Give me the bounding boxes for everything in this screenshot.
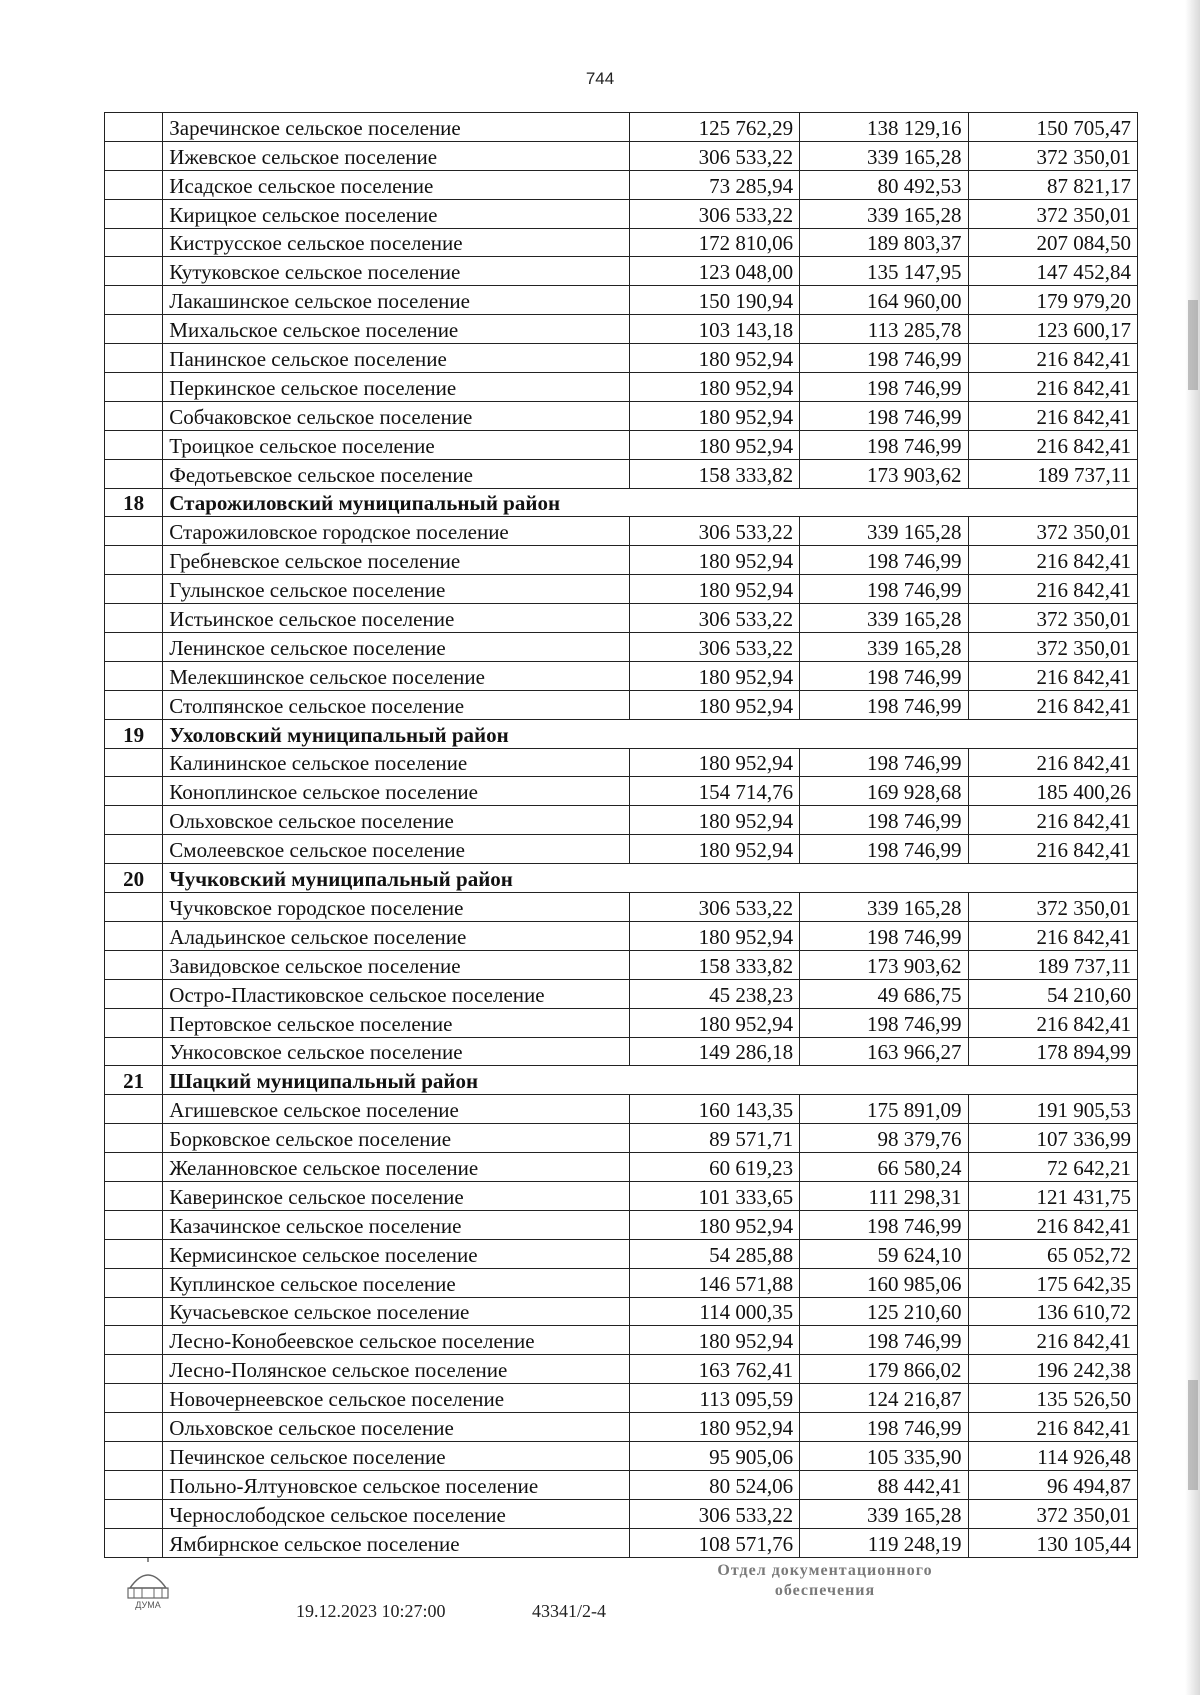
- value-2: 198 746,99: [800, 806, 968, 835]
- table-row: [105, 170, 1138, 199]
- row-number: 21: [105, 1066, 163, 1095]
- value-1: 89 571,71: [629, 1124, 800, 1153]
- value-1: 146 571,88: [629, 1268, 800, 1297]
- value-2: 198 746,99: [800, 1413, 968, 1442]
- value-1: 180 952,94: [629, 1326, 800, 1355]
- value-3: 96 494,87: [968, 1470, 1138, 1499]
- settlement-name: Аладьинское сельское поселение: [163, 921, 629, 950]
- value-2: 119 248,19: [800, 1528, 968, 1557]
- table-row: [105, 344, 1138, 373]
- value-3: 107 336,99: [968, 1124, 1138, 1153]
- value-2: 160 985,06: [800, 1268, 968, 1297]
- table-row: [105, 1355, 1138, 1384]
- value-1: 180 952,94: [629, 430, 800, 459]
- table-row: [105, 1008, 1138, 1037]
- value-1: 114 000,35: [629, 1297, 800, 1326]
- settlement-name: Желанновское сельское поселение: [163, 1153, 629, 1182]
- value-1: 172 810,06: [629, 228, 800, 257]
- settlement-name: Калининское сельское поселение: [163, 748, 629, 777]
- row-number: [105, 1153, 163, 1182]
- value-2: 339 165,28: [800, 633, 968, 662]
- value-1: 158 333,82: [629, 459, 800, 488]
- settlement-name: Лесно-Полянское сельское поселение: [163, 1355, 629, 1384]
- value-3: 216 842,41: [968, 921, 1138, 950]
- value-2: 124 216,87: [800, 1384, 968, 1413]
- row-number: [105, 1326, 163, 1355]
- value-2: 198 746,99: [800, 1008, 968, 1037]
- row-number: 19: [105, 719, 163, 748]
- value-3: 372 350,01: [968, 633, 1138, 662]
- value-3: 135 526,50: [968, 1384, 1138, 1413]
- value-1: 149 286,18: [629, 1037, 800, 1066]
- settlement-name: Федотьевское сельское поселение: [163, 459, 629, 488]
- settlement-name: Кермисинское сельское поселение: [163, 1239, 629, 1268]
- value-2: 198 746,99: [800, 1210, 968, 1239]
- value-1: 180 952,94: [629, 748, 800, 777]
- value-1: 113 095,59: [629, 1384, 800, 1413]
- table-row: [105, 257, 1138, 286]
- value-2: 198 746,99: [800, 690, 968, 719]
- settlement-name: Панинское сельское поселение: [163, 344, 629, 373]
- row-number: [105, 1239, 163, 1268]
- settlement-name: Казачинское сельское поселение: [163, 1210, 629, 1239]
- value-3: 121 431,75: [968, 1181, 1138, 1210]
- value-2: 198 746,99: [800, 575, 968, 604]
- settlement-name: Киструсское сельское поселение: [163, 228, 629, 257]
- value-3: 372 350,01: [968, 1499, 1138, 1528]
- value-3: 372 350,01: [968, 199, 1138, 228]
- value-2: 339 165,28: [800, 1499, 968, 1528]
- value-1: 180 952,94: [629, 661, 800, 690]
- value-3: 175 642,35: [968, 1268, 1138, 1297]
- settlement-name: Столпянское сельское поселение: [163, 690, 629, 719]
- value-1: 160 143,35: [629, 1095, 800, 1124]
- table-row: [105, 806, 1138, 835]
- table-row: [105, 893, 1138, 922]
- row-number: [105, 344, 163, 373]
- value-1: 163 762,41: [629, 1355, 800, 1384]
- district-name: Ухоловский муниципальный район: [163, 719, 1138, 748]
- settlement-name: Ямбирнское сельское поселение: [163, 1528, 629, 1557]
- district-row: [105, 719, 1138, 748]
- value-3: 114 926,48: [968, 1441, 1138, 1470]
- row-number: 20: [105, 864, 163, 893]
- value-1: 180 952,94: [629, 835, 800, 864]
- row-number: [105, 1384, 163, 1413]
- settlement-name: Чернослободское сельское поселение: [163, 1499, 629, 1528]
- row-number: [105, 1268, 163, 1297]
- value-1: 80 524,06: [629, 1470, 800, 1499]
- value-2: 111 298,31: [800, 1181, 968, 1210]
- table-row: [105, 1413, 1138, 1442]
- table-row: [105, 401, 1138, 430]
- value-2: 339 165,28: [800, 604, 968, 633]
- row-number: [105, 459, 163, 488]
- row-number: [105, 835, 163, 864]
- table-row: [105, 1441, 1138, 1470]
- table-row: [105, 661, 1138, 690]
- row-number: [105, 604, 163, 633]
- table-row: [105, 1297, 1138, 1326]
- value-1: 123 048,00: [629, 257, 800, 286]
- row-number: [105, 690, 163, 719]
- row-number: [105, 1499, 163, 1528]
- value-3: 216 842,41: [968, 806, 1138, 835]
- scan-mark: [1188, 1380, 1198, 1490]
- value-2: 339 165,28: [800, 199, 968, 228]
- row-number: [105, 1124, 163, 1153]
- value-2: 339 165,28: [800, 517, 968, 546]
- settlement-name: Остро-Пластиковское сельское поселение: [163, 979, 629, 1008]
- value-2: 163 966,27: [800, 1037, 968, 1066]
- value-2: 164 960,00: [800, 286, 968, 315]
- value-2: 59 624,10: [800, 1239, 968, 1268]
- settlement-name: Новочернеевское сельское поселение: [163, 1384, 629, 1413]
- value-2: 179 866,02: [800, 1355, 968, 1384]
- table-row: [105, 199, 1138, 228]
- settlement-name: Заречинское сельское поселение: [163, 113, 629, 142]
- row-number: [105, 1528, 163, 1557]
- row-number: [105, 286, 163, 315]
- value-1: 306 533,22: [629, 199, 800, 228]
- value-3: 216 842,41: [968, 835, 1138, 864]
- settlement-name: Перкинское сельское поселение: [163, 373, 629, 402]
- value-1: 45 238,23: [629, 979, 800, 1008]
- value-3: 216 842,41: [968, 401, 1138, 430]
- row-number: [105, 517, 163, 546]
- value-3: 178 894,99: [968, 1037, 1138, 1066]
- settlement-name: Печинское сельское поселение: [163, 1441, 629, 1470]
- table-row: [105, 1528, 1138, 1557]
- value-3: 216 842,41: [968, 748, 1138, 777]
- value-1: 306 533,22: [629, 893, 800, 922]
- value-1: 108 571,76: [629, 1528, 800, 1557]
- value-2: 125 210,60: [800, 1297, 968, 1326]
- value-3: 372 350,01: [968, 604, 1138, 633]
- district-row: [105, 1066, 1138, 1095]
- department-stamp: [660, 1561, 990, 1601]
- value-1: 60 619,23: [629, 1153, 800, 1182]
- row-number: 18: [105, 488, 163, 517]
- value-2: 339 165,28: [800, 893, 968, 922]
- row-number: [105, 1210, 163, 1239]
- row-number: [105, 1181, 163, 1210]
- settlement-name: Лесно-Конобеевское сельское поселение: [163, 1326, 629, 1355]
- settlement-name: Истьинское сельское поселение: [163, 604, 629, 633]
- row-number: [105, 1095, 163, 1124]
- table-row: [105, 286, 1138, 315]
- value-3: 130 105,44: [968, 1528, 1138, 1557]
- row-number: [105, 1008, 163, 1037]
- value-3: 216 842,41: [968, 1413, 1138, 1442]
- row-number: [105, 893, 163, 922]
- table-row: [105, 950, 1138, 979]
- value-2: 113 285,78: [800, 315, 968, 344]
- value-3: 372 350,01: [968, 517, 1138, 546]
- value-1: 306 533,22: [629, 517, 800, 546]
- table-row: [105, 1239, 1138, 1268]
- settlement-name: Гулынское сельское поселение: [163, 575, 629, 604]
- value-2: 198 746,99: [800, 401, 968, 430]
- table-row: [105, 748, 1138, 777]
- settlement-name: Завидовское сельское поселение: [163, 950, 629, 979]
- value-3: 147 452,84: [968, 257, 1138, 286]
- value-1: 154 714,76: [629, 777, 800, 806]
- settlement-name: Ольховское сельское поселение: [163, 806, 629, 835]
- settlement-name: Ункосовское сельское поселение: [163, 1037, 629, 1066]
- settlement-name: Ленинское сельское поселение: [163, 633, 629, 662]
- value-1: 306 533,22: [629, 633, 800, 662]
- value-1: 180 952,94: [629, 401, 800, 430]
- value-2: 105 335,90: [800, 1441, 968, 1470]
- table-row: [105, 575, 1138, 604]
- value-2: 98 379,76: [800, 1124, 968, 1153]
- value-1: 158 333,82: [629, 950, 800, 979]
- row-number: [105, 1355, 163, 1384]
- value-3: 216 842,41: [968, 1210, 1138, 1239]
- value-3: 216 842,41: [968, 373, 1138, 402]
- row-number: [105, 170, 163, 199]
- row-number: [105, 430, 163, 459]
- settlement-name: Смолеевское сельское поселение: [163, 835, 629, 864]
- value-3: 372 350,01: [968, 893, 1138, 922]
- settlement-name: Кучасьевское сельское поселение: [163, 1297, 629, 1326]
- value-1: 180 952,94: [629, 921, 800, 950]
- settlement-name: Лакашинское сельское поселение: [163, 286, 629, 315]
- value-2: 135 147,95: [800, 257, 968, 286]
- value-2: 339 165,28: [800, 141, 968, 170]
- value-1: 180 952,94: [629, 546, 800, 575]
- settlement-name: Исадское сельское поселение: [163, 170, 629, 199]
- value-2: 49 686,75: [800, 979, 968, 1008]
- value-3: 191 905,53: [968, 1095, 1138, 1124]
- table-row: [105, 1470, 1138, 1499]
- table-row: [105, 777, 1138, 806]
- table-row: [105, 373, 1138, 402]
- value-2: 169 928,68: [800, 777, 968, 806]
- value-3: 196 242,38: [968, 1355, 1138, 1384]
- timestamp: 19.12.2023 10:27:00: [296, 1601, 446, 1621]
- settlement-name: Михальское сельское поселение: [163, 315, 629, 344]
- value-3: 65 052,72: [968, 1239, 1138, 1268]
- table-row: [105, 228, 1138, 257]
- district-row: [105, 488, 1138, 517]
- settlement-name: Чучковское городское поселение: [163, 893, 629, 922]
- table-row: [105, 517, 1138, 546]
- table-row: [105, 690, 1138, 719]
- district-name: Чучковский муниципальный район: [163, 864, 1138, 893]
- settlement-name: Борковское сельское поселение: [163, 1124, 629, 1153]
- value-3: 179 979,20: [968, 286, 1138, 315]
- value-3: 216 842,41: [968, 344, 1138, 373]
- table-row: [105, 979, 1138, 1008]
- row-number: [105, 546, 163, 575]
- value-2: 138 129,16: [800, 113, 968, 142]
- row-number: [105, 141, 163, 170]
- value-2: 173 903,62: [800, 950, 968, 979]
- value-2: 66 580,24: [800, 1153, 968, 1182]
- settlement-name: Мелекшинское сельское поселение: [163, 661, 629, 690]
- value-2: 175 891,09: [800, 1095, 968, 1124]
- table-row: [105, 113, 1138, 142]
- row-number: [105, 979, 163, 1008]
- value-3: 216 842,41: [968, 575, 1138, 604]
- table-row: [105, 1326, 1138, 1355]
- value-3: 87 821,17: [968, 170, 1138, 199]
- row-number: [105, 777, 163, 806]
- table-row: [105, 604, 1138, 633]
- settlement-name: Каверинское сельское поселение: [163, 1181, 629, 1210]
- row-number: [105, 806, 163, 835]
- value-3: 216 842,41: [968, 1326, 1138, 1355]
- value-3: 216 842,41: [968, 430, 1138, 459]
- value-1: 180 952,94: [629, 1413, 800, 1442]
- value-1: 306 533,22: [629, 604, 800, 633]
- row-number: [105, 921, 163, 950]
- stamp-line-1: Отдел документационного: [717, 1562, 933, 1579]
- row-number: [105, 1470, 163, 1499]
- logo-text: ДУМА: [135, 1600, 161, 1610]
- row-number: [105, 575, 163, 604]
- value-1: 95 905,06: [629, 1441, 800, 1470]
- settlement-name: Троицкое сельское поселение: [163, 430, 629, 459]
- settlement-name: Куплинское сельское поселение: [163, 1268, 629, 1297]
- district-name: Старожиловский муниципальный район: [163, 488, 1138, 517]
- value-1: 150 190,94: [629, 286, 800, 315]
- duma-logo-icon: [120, 1558, 176, 1610]
- table-row: [105, 633, 1138, 662]
- value-2: 173 903,62: [800, 459, 968, 488]
- value-3: 136 610,72: [968, 1297, 1138, 1326]
- value-1: 73 285,94: [629, 170, 800, 199]
- row-number: [105, 315, 163, 344]
- value-2: 198 746,99: [800, 546, 968, 575]
- value-1: 180 952,94: [629, 373, 800, 402]
- row-number: [105, 633, 163, 662]
- doc-number: 43341/2-4: [532, 1601, 606, 1621]
- table-row: [105, 921, 1138, 950]
- row-number: [105, 401, 163, 430]
- table-row: [105, 1037, 1138, 1066]
- row-number: [105, 257, 163, 286]
- row-number: [105, 661, 163, 690]
- value-3: 216 842,41: [968, 690, 1138, 719]
- value-3: 185 400,26: [968, 777, 1138, 806]
- table-row: [105, 141, 1138, 170]
- value-1: 103 143,18: [629, 315, 800, 344]
- value-3: 216 842,41: [968, 546, 1138, 575]
- row-number: [105, 1297, 163, 1326]
- value-1: 180 952,94: [629, 1210, 800, 1239]
- settlement-name: Кирицкое сельское поселение: [163, 199, 629, 228]
- district-name: Шацкий муниципальный район: [163, 1066, 1138, 1095]
- settlement-name: Старожиловское городское поселение: [163, 517, 629, 546]
- table-row: [105, 1124, 1138, 1153]
- value-2: 198 746,99: [800, 373, 968, 402]
- value-3: 189 737,11: [968, 950, 1138, 979]
- settlement-name: Собчаковское сельское поселение: [163, 401, 629, 430]
- table-row: [105, 546, 1138, 575]
- row-number: [105, 1037, 163, 1066]
- value-1: 101 333,65: [629, 1181, 800, 1210]
- value-1: 180 952,94: [629, 344, 800, 373]
- value-3: 123 600,17: [968, 315, 1138, 344]
- scan-mark: [1188, 300, 1198, 390]
- value-3: 189 737,11: [968, 459, 1138, 488]
- row-number: [105, 113, 163, 142]
- settlement-name: Коноплинское сельское поселение: [163, 777, 629, 806]
- value-2: 88 442,41: [800, 1470, 968, 1499]
- row-number: [105, 950, 163, 979]
- value-1: 180 952,94: [629, 575, 800, 604]
- value-3: 207 084,50: [968, 228, 1138, 257]
- page-number: 744: [585, 69, 615, 88]
- value-2: 198 746,99: [800, 1326, 968, 1355]
- value-2: 198 746,99: [800, 661, 968, 690]
- table-row: [105, 1153, 1138, 1182]
- settlements-table: [104, 112, 1138, 1558]
- settlement-name: Кутуковское сельское поселение: [163, 257, 629, 286]
- row-number: [105, 748, 163, 777]
- table-row: [105, 835, 1138, 864]
- table-row: [105, 1499, 1138, 1528]
- value-1: 306 533,22: [629, 141, 800, 170]
- settlement-name: Пертовское сельское поселение: [163, 1008, 629, 1037]
- value-2: 198 746,99: [800, 430, 968, 459]
- value-2: 198 746,99: [800, 835, 968, 864]
- row-number: [105, 199, 163, 228]
- table-row: [105, 1181, 1138, 1210]
- value-3: 150 705,47: [968, 113, 1138, 142]
- value-3: 54 210,60: [968, 979, 1138, 1008]
- row-number: [105, 228, 163, 257]
- value-2: 198 746,99: [800, 344, 968, 373]
- table-row: [105, 315, 1138, 344]
- settlement-name: Ижевское сельское поселение: [163, 141, 629, 170]
- settlement-name: Агишевское сельское поселение: [163, 1095, 629, 1124]
- value-3: 216 842,41: [968, 661, 1138, 690]
- settlement-name: Ольховское сельское поселение: [163, 1413, 629, 1442]
- table-row: [105, 1095, 1138, 1124]
- value-1: 180 952,94: [629, 1008, 800, 1037]
- value-2: 198 746,99: [800, 921, 968, 950]
- settlement-name: Польно-Ялтуновское сельское поселение: [163, 1470, 629, 1499]
- row-number: [105, 1413, 163, 1442]
- value-3: 216 842,41: [968, 1008, 1138, 1037]
- value-1: 125 762,29: [629, 113, 800, 142]
- row-number: [105, 1441, 163, 1470]
- row-number: [105, 373, 163, 402]
- value-2: 80 492,53: [800, 170, 968, 199]
- table-row: [105, 1384, 1138, 1413]
- value-3: 72 642,21: [968, 1153, 1138, 1182]
- stamp-line-2: обеспечения: [774, 1582, 876, 1599]
- settlement-name: Гребневское сельское поселение: [163, 546, 629, 575]
- value-3: 372 350,01: [968, 141, 1138, 170]
- value-2: 189 803,37: [800, 228, 968, 257]
- value-1: 54 285,88: [629, 1239, 800, 1268]
- table-row: [105, 1268, 1138, 1297]
- value-1: 180 952,94: [629, 690, 800, 719]
- table-row: [105, 459, 1138, 488]
- value-2: 198 746,99: [800, 748, 968, 777]
- district-row: [105, 864, 1138, 893]
- value-1: 180 952,94: [629, 806, 800, 835]
- table-row: [105, 430, 1138, 459]
- table-row: [105, 1210, 1138, 1239]
- value-1: 306 533,22: [629, 1499, 800, 1528]
